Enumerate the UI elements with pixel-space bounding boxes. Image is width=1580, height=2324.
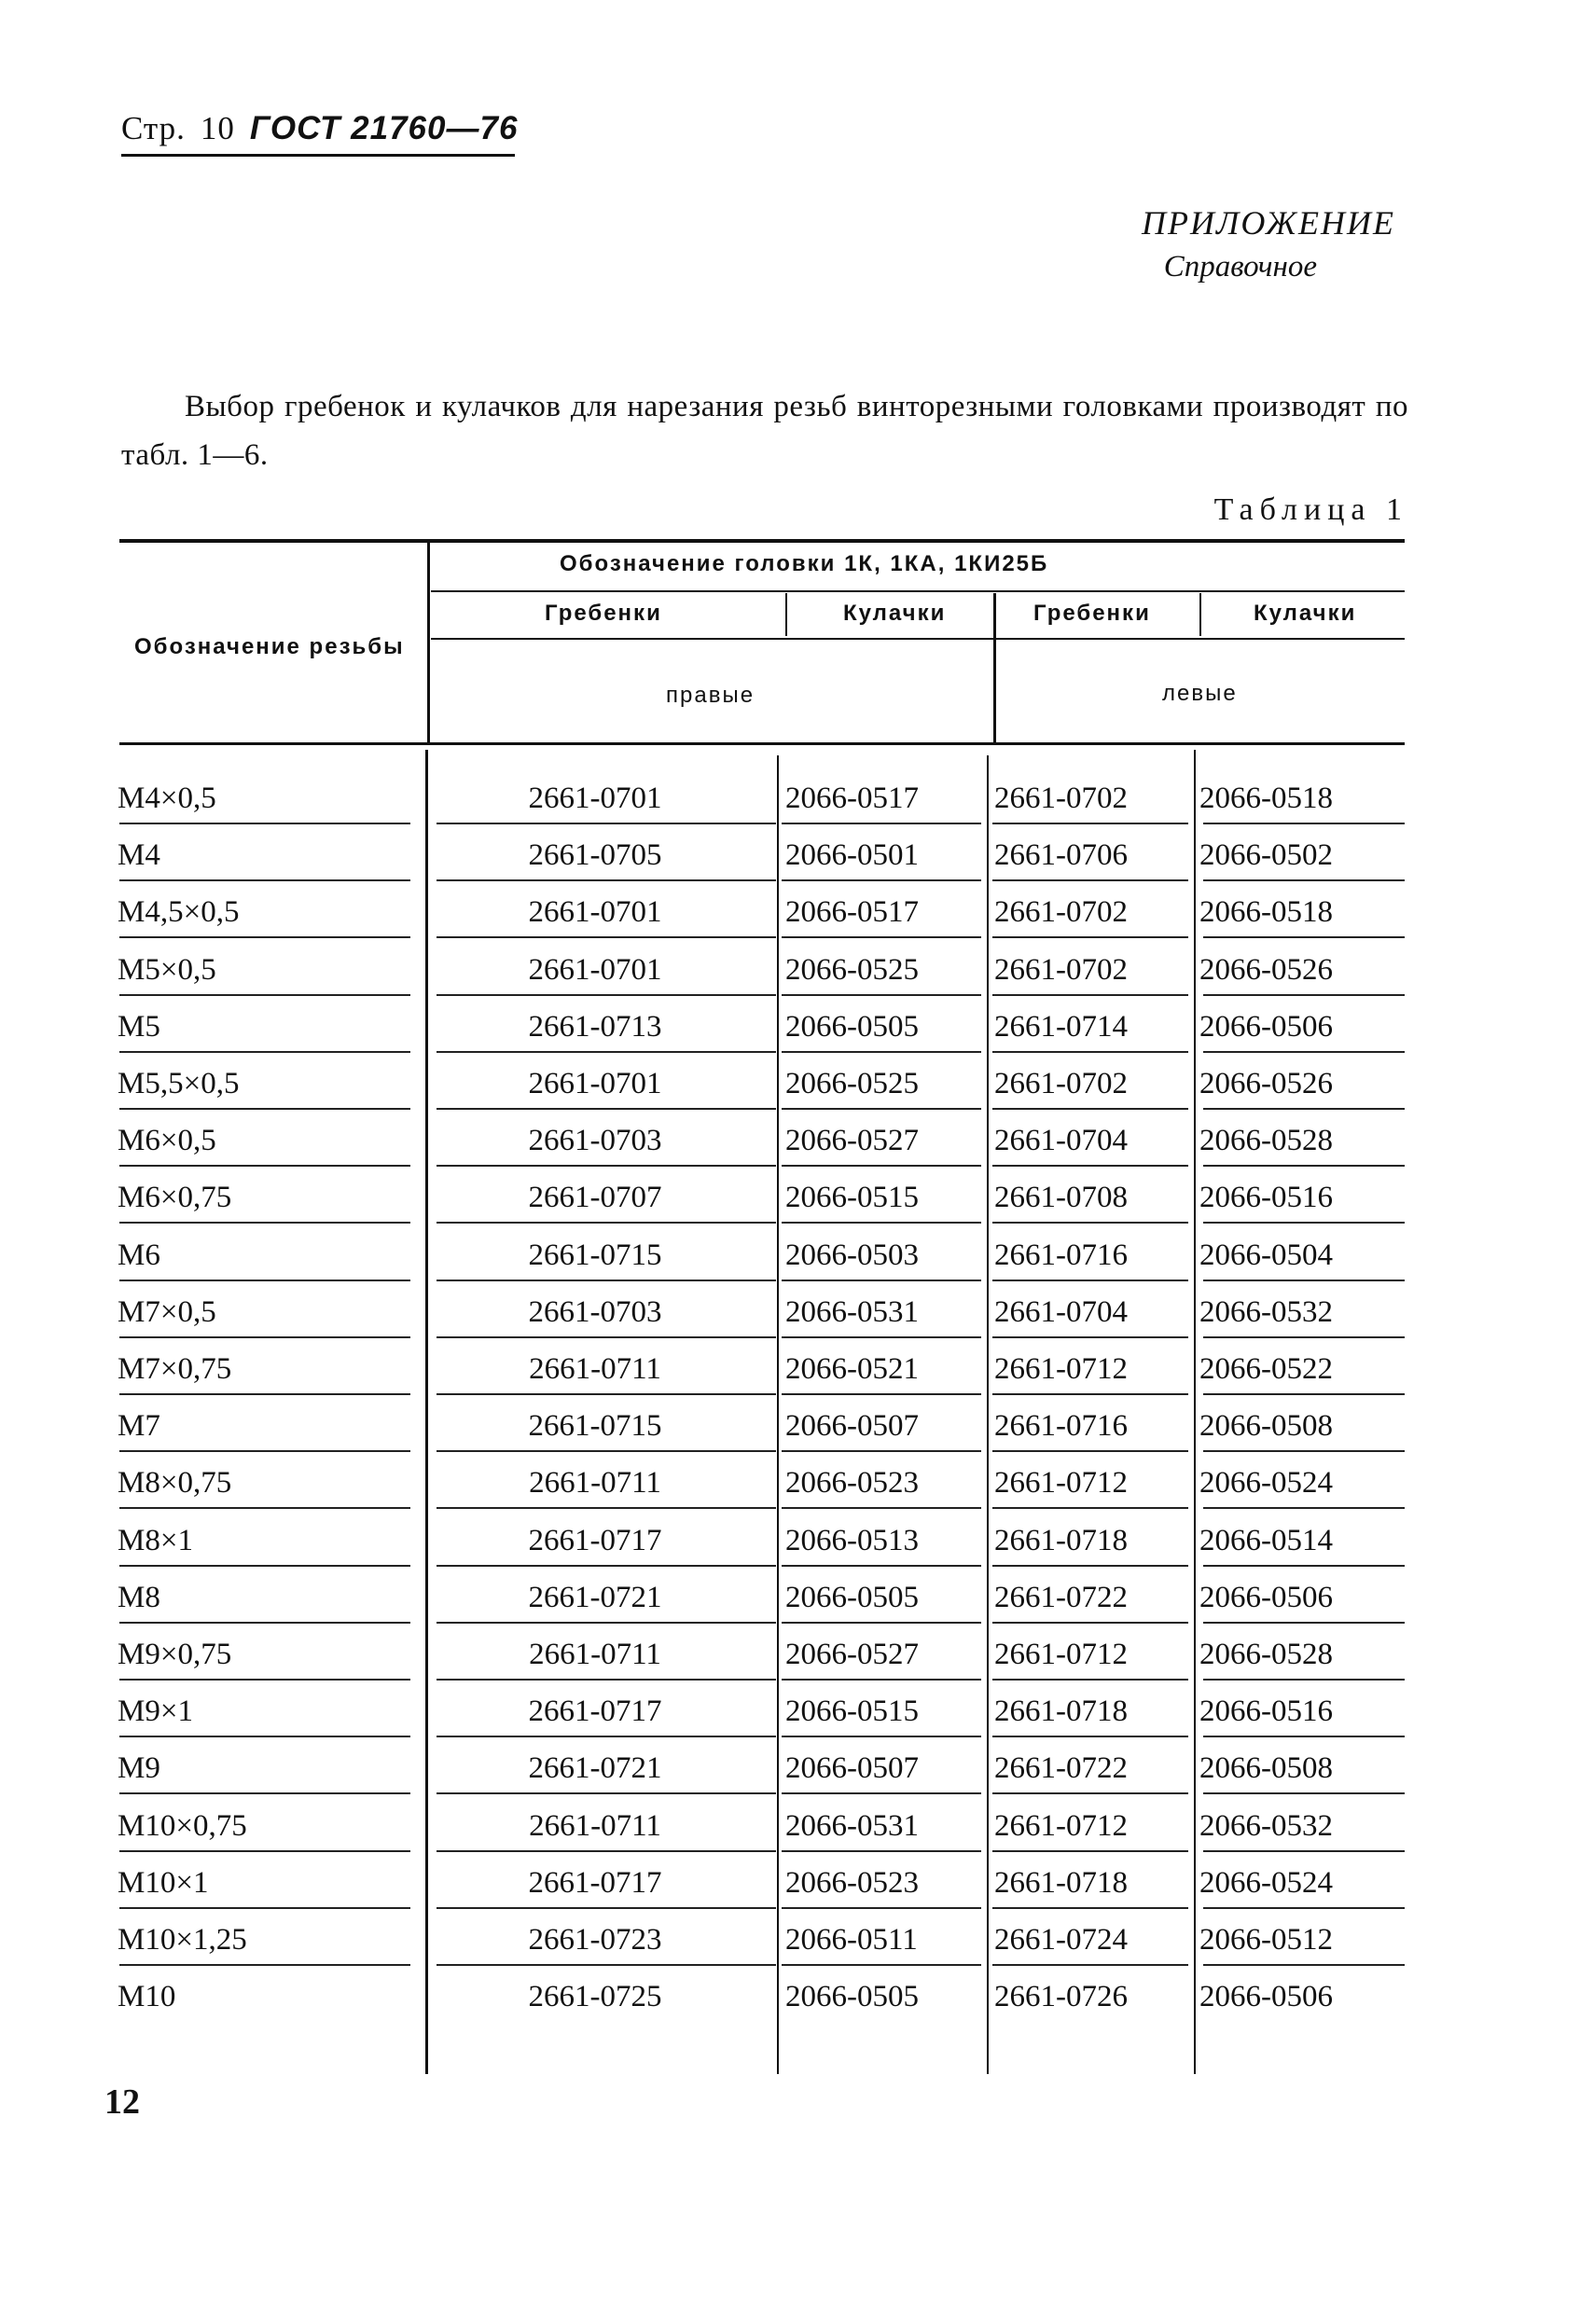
cam-left-cell: 2066-0524 (1199, 1865, 1333, 1900)
cam-left-cell: 2066-0518 (1199, 895, 1333, 930)
comb-right-cell: 2661-0721 (528, 1751, 662, 1786)
table-row (0, 1581, 1580, 1637)
thread-cell: М5×0,5 (118, 952, 216, 987)
thread-cell: М5 (118, 1009, 160, 1044)
cell-underline (1203, 1679, 1405, 1681)
cam-left-cell: 2066-0532 (1199, 1808, 1333, 1843)
subheading-cams-left: Кулачки (1254, 601, 1357, 626)
cell-underline (992, 1051, 1188, 1053)
cell-underline (1203, 1336, 1405, 1338)
cell-underline (782, 879, 981, 881)
cell-underline (782, 1736, 981, 1737)
thread-cell: М4×0,5 (118, 782, 216, 815)
table-row (0, 1751, 1580, 1807)
comb-left-cell: 2661-0718 (994, 1865, 1128, 1900)
header-rule (121, 154, 515, 157)
cell-underline (992, 936, 1188, 938)
cell-underline (437, 1907, 776, 1909)
comb-left-cell: 2661-0704 (994, 1294, 1128, 1329)
cam-right-cell: 2066-0515 (785, 1181, 919, 1215)
cell-underline (1203, 1565, 1405, 1567)
label-left-hand: левые (1162, 681, 1238, 706)
comb-right-cell: 2661-0717 (528, 1695, 662, 1729)
comb-right-cell: 2661-0705 (528, 838, 662, 873)
comb-right-cell: 2661-0701 (528, 952, 662, 987)
cell-underline (782, 1622, 981, 1624)
cell-underline (992, 1679, 1188, 1681)
thread-cell: М9 (118, 1751, 160, 1786)
thread-cell: М9×1 (118, 1695, 193, 1729)
cell-underline (119, 1222, 410, 1224)
cell-underline (437, 1964, 776, 1966)
cam-left-cell: 2066-0528 (1199, 1124, 1333, 1158)
cam-right-cell: 2066-0507 (785, 1751, 919, 1786)
table-row (0, 1124, 1580, 1180)
cell-underline (992, 1393, 1188, 1395)
thread-cell: М9×0,75 (118, 1638, 232, 1671)
header-rule-group (431, 590, 1405, 592)
cell-underline (1203, 1907, 1405, 1909)
cell-underline (119, 1450, 410, 1452)
cell-underline (992, 1565, 1188, 1567)
header-divider-sub2 (1199, 593, 1201, 636)
cell-underline (782, 1222, 981, 1224)
cell-underline (992, 1507, 1188, 1509)
cell-underline (119, 1679, 410, 1681)
thread-cell: М8×0,75 (118, 1466, 232, 1501)
cell-underline (782, 1108, 981, 1110)
thread-cell: М4,5×0,5 (118, 895, 240, 930)
comb-left-cell: 2661-0724 (994, 1923, 1128, 1957)
cell-underline (992, 1622, 1188, 1624)
appendix-subtitle: Справочное (1163, 250, 1317, 284)
cell-underline (992, 1280, 1188, 1281)
cam-left-cell: 2066-0506 (1199, 1580, 1333, 1614)
comb-right-cell: 2661-0717 (528, 1523, 662, 1557)
table-row (0, 1466, 1580, 1522)
cell-underline (1203, 1792, 1405, 1794)
cam-left-cell: 2066-0516 (1199, 1181, 1333, 1215)
comb-right-cell: 2661-0711 (529, 1808, 661, 1843)
cell-underline (992, 1336, 1188, 1338)
comb-right-cell: 2661-0725 (528, 1980, 662, 2014)
cell-underline (119, 1907, 410, 1909)
cam-right-cell: 2066-0531 (785, 1294, 919, 1329)
cell-underline (1203, 936, 1405, 938)
comb-right-cell: 2661-0701 (528, 782, 662, 815)
comb-left-cell: 2661-0714 (994, 1009, 1128, 1044)
table-row (0, 1181, 1580, 1237)
cam-right-cell: 2066-0505 (785, 1009, 919, 1044)
table-row (0, 1238, 1580, 1294)
cam-left-cell: 2066-0528 (1199, 1638, 1333, 1671)
cell-underline (992, 1450, 1188, 1452)
cam-left-cell: 2066-0522 (1199, 1352, 1333, 1386)
table-row (0, 1295, 1580, 1351)
cell-underline (1203, 1280, 1405, 1281)
cell-underline (119, 1507, 410, 1509)
cam-left-cell: 2066-0526 (1199, 1067, 1333, 1100)
comb-left-cell: 2661-0718 (994, 1695, 1128, 1729)
table-row (0, 1010, 1580, 1066)
cam-right-cell: 2066-0523 (785, 1466, 919, 1501)
thread-heading: Обозначение резьбы (134, 634, 405, 659)
table-top-rule (119, 539, 1405, 543)
cell-underline (437, 1679, 776, 1681)
thread-cell: М7×0,5 (118, 1294, 216, 1329)
cam-left-cell: 2066-0532 (1199, 1294, 1333, 1329)
cam-right-cell: 2066-0511 (785, 1923, 918, 1957)
cell-underline (1203, 1964, 1405, 1966)
cell-underline (782, 1280, 981, 1281)
header-divider-sub1 (785, 593, 787, 636)
cell-underline (1203, 1450, 1405, 1452)
cam-left-cell: 2066-0518 (1199, 782, 1333, 815)
cell-underline (119, 879, 410, 881)
cam-right-cell: 2066-0505 (785, 1980, 919, 2014)
thread-cell: М5,5×0,5 (118, 1067, 240, 1100)
table-row (0, 895, 1580, 951)
comb-left-cell: 2661-0726 (994, 1980, 1128, 2014)
comb-right-cell: 2661-0711 (529, 1466, 661, 1501)
table-row (0, 1409, 1580, 1465)
cell-underline (119, 823, 410, 824)
thread-cell: М6×0,5 (118, 1124, 216, 1158)
comb-left-cell: 2661-0712 (994, 1808, 1128, 1843)
cell-underline (437, 1850, 776, 1852)
cell-underline (1203, 1507, 1405, 1509)
cell-underline (119, 1736, 410, 1737)
header-divider-v2 (993, 593, 996, 742)
cell-underline (992, 879, 1188, 881)
cell-underline (782, 823, 981, 824)
cell-underline (782, 1907, 981, 1909)
thread-cell: М8×1 (118, 1523, 193, 1557)
comb-right-cell: 2661-0711 (529, 1638, 661, 1671)
comb-right-cell: 2661-0703 (528, 1294, 662, 1329)
cell-underline (782, 1450, 981, 1452)
cam-right-cell: 2066-0517 (785, 895, 919, 930)
cell-underline (782, 1792, 981, 1794)
cell-underline (437, 994, 776, 996)
cell-underline (119, 1792, 410, 1794)
cell-underline (992, 994, 1188, 996)
table-row (0, 1638, 1580, 1694)
comb-right-cell: 2661-0721 (528, 1580, 662, 1614)
cam-left-cell: 2066-0508 (1199, 1751, 1333, 1786)
cell-underline (782, 1679, 981, 1681)
table-row (0, 1866, 1580, 1922)
cell-underline (437, 936, 776, 938)
thread-cell: М10 (118, 1980, 176, 2014)
thread-cell: М10×0,75 (118, 1808, 247, 1843)
cell-underline (437, 1622, 776, 1624)
table-row (0, 1524, 1580, 1580)
cell-underline (119, 994, 410, 996)
cam-left-cell: 2066-0504 (1199, 1238, 1333, 1272)
cell-underline (992, 1907, 1188, 1909)
comb-right-cell: 2661-0715 (528, 1409, 662, 1444)
cell-underline (437, 1165, 776, 1167)
cell-underline (782, 994, 981, 996)
cam-right-cell: 2066-0523 (785, 1865, 919, 1900)
cell-underline (782, 1165, 981, 1167)
cell-underline (119, 936, 410, 938)
cam-right-cell: 2066-0525 (785, 1067, 919, 1100)
comb-left-cell: 2661-0702 (994, 782, 1128, 815)
header-rule-sub (431, 638, 1405, 640)
table-title: Таблица 1 (1213, 492, 1408, 527)
table-row (0, 1352, 1580, 1408)
table-row (0, 1695, 1580, 1750)
cell-underline (119, 1336, 410, 1338)
comb-right-cell: 2661-0711 (529, 1352, 661, 1386)
cell-underline (119, 1964, 410, 1966)
running-header (121, 110, 518, 147)
thread-cell: М6×0,75 (118, 1181, 232, 1215)
cell-underline (782, 1336, 981, 1338)
comb-right-cell: 2661-0703 (528, 1124, 662, 1158)
thread-cell: М10×1 (118, 1865, 209, 1900)
cam-left-cell: 2066-0512 (1199, 1923, 1333, 1957)
cam-right-cell: 2066-0531 (785, 1808, 919, 1843)
cell-underline (119, 1051, 410, 1053)
cell-underline (119, 1165, 410, 1167)
cell-underline (119, 1850, 410, 1852)
cell-underline (782, 1850, 981, 1852)
cell-underline (782, 1565, 981, 1567)
cam-right-cell: 2066-0517 (785, 782, 919, 815)
header-divider-v1 (427, 539, 430, 742)
cell-underline (437, 823, 776, 824)
table-row (0, 1809, 1580, 1865)
cam-left-cell: 2066-0526 (1199, 952, 1333, 987)
cam-right-cell: 2066-0513 (785, 1523, 919, 1557)
cell-underline (1203, 1393, 1405, 1395)
comb-left-cell: 2661-0716 (994, 1238, 1128, 1272)
cam-right-cell: 2066-0527 (785, 1124, 919, 1158)
cam-right-cell: 2066-0503 (785, 1238, 919, 1272)
cam-right-cell: 2066-0527 (785, 1638, 919, 1671)
table-row (0, 953, 1580, 1009)
cam-right-cell: 2066-0525 (785, 952, 919, 987)
comb-right-cell: 2661-0717 (528, 1865, 662, 1900)
cell-underline (437, 1108, 776, 1110)
cam-left-cell: 2066-0506 (1199, 1980, 1333, 2014)
cell-underline (1203, 1108, 1405, 1110)
cell-underline (119, 1622, 410, 1624)
comb-right-cell: 2661-0723 (528, 1923, 662, 1957)
cell-underline (437, 1336, 776, 1338)
cell-underline (119, 1280, 410, 1281)
thread-cell: М10×1,25 (118, 1923, 247, 1957)
comb-left-cell: 2661-0716 (994, 1409, 1128, 1444)
cell-underline (992, 1108, 1188, 1110)
page-label: Стр. (121, 110, 186, 146)
cell-underline (1203, 1051, 1405, 1053)
cam-right-cell: 2066-0521 (785, 1352, 919, 1386)
comb-left-cell: 2661-0712 (994, 1352, 1128, 1386)
cam-right-cell: 2066-0505 (785, 1580, 919, 1614)
cell-underline (992, 1850, 1188, 1852)
group-heading: Обозначение головки 1К, 1КА, 1КИ25Б (560, 551, 1049, 576)
cell-underline (437, 1565, 776, 1567)
cell-underline (1203, 1622, 1405, 1624)
table-row (0, 1980, 1580, 2036)
cam-left-cell: 2066-0524 (1199, 1466, 1333, 1501)
intro-paragraph: Выбор гребенок и кулачков для нарезания резьб винторезными головками производят по табл. 1—6. (121, 390, 1408, 472)
thread-cell: М6 (118, 1238, 160, 1272)
cell-underline (1203, 1850, 1405, 1852)
cell-underline (437, 1280, 776, 1281)
comb-right-cell: 2661-0701 (528, 1067, 662, 1100)
comb-right-cell: 2661-0701 (528, 895, 662, 930)
header-page-number: 10 (200, 110, 235, 146)
comb-left-cell: 2661-0722 (994, 1751, 1128, 1786)
cell-underline (992, 1792, 1188, 1794)
cell-underline (782, 1964, 981, 1966)
cell-underline (782, 1393, 981, 1395)
page-number: 12 (104, 2082, 140, 2122)
cell-underline (119, 1565, 410, 1567)
cell-underline (992, 1964, 1188, 1966)
cam-left-cell: 2066-0514 (1199, 1523, 1333, 1557)
subheading-combs-left: Гребенки (1033, 601, 1151, 626)
cell-underline (437, 1051, 776, 1053)
comb-left-cell: 2661-0702 (994, 895, 1128, 930)
table-row (0, 1067, 1580, 1123)
cam-right-cell: 2066-0501 (785, 838, 919, 873)
comb-left-cell: 2661-0704 (994, 1124, 1128, 1158)
comb-left-cell: 2661-0712 (994, 1638, 1128, 1671)
cell-underline (992, 823, 1188, 824)
cell-underline (992, 1222, 1188, 1224)
cell-underline (437, 1393, 776, 1395)
comb-left-cell: 2661-0708 (994, 1181, 1128, 1215)
cell-underline (437, 1792, 776, 1794)
comb-left-cell: 2661-0702 (994, 1067, 1128, 1100)
cam-left-cell: 2066-0508 (1199, 1409, 1333, 1444)
comb-left-cell: 2661-0702 (994, 952, 1128, 987)
cell-underline (782, 936, 981, 938)
table-row (0, 838, 1580, 894)
cell-underline (437, 1507, 776, 1509)
cell-underline (1203, 1736, 1405, 1737)
cell-underline (119, 1108, 410, 1110)
appendix-title: ПРИЛОЖЕНИЕ (1142, 204, 1395, 242)
comb-left-cell: 2661-0722 (994, 1580, 1128, 1614)
comb-left-cell: 2661-0706 (994, 838, 1128, 873)
thread-cell: М8 (118, 1580, 160, 1614)
cell-underline (437, 1450, 776, 1452)
cell-underline (782, 1051, 981, 1053)
cell-underline (437, 879, 776, 881)
cam-right-cell: 2066-0507 (785, 1409, 919, 1444)
table-header-bottom-rule (119, 742, 1405, 745)
cam-left-cell: 2066-0502 (1199, 838, 1333, 873)
cell-underline (1203, 823, 1405, 824)
cell-underline (782, 1507, 981, 1509)
cell-underline (437, 1736, 776, 1737)
thread-cell: М4 (118, 838, 160, 873)
comb-left-cell: 2661-0718 (994, 1523, 1128, 1557)
subheading-cams-right: Кулачки (843, 601, 947, 626)
cell-underline (992, 1165, 1188, 1167)
cell-underline (1203, 994, 1405, 996)
cam-left-cell: 2066-0516 (1199, 1695, 1333, 1729)
cell-underline (119, 1393, 410, 1395)
standard-designation: ГОСТ 21760—76 (249, 110, 519, 146)
table-row (0, 1923, 1580, 1979)
cell-underline (1203, 1165, 1405, 1167)
label-right-hand: правые (666, 683, 755, 708)
cam-left-cell: 2066-0506 (1199, 1009, 1333, 1044)
comb-left-cell: 2661-0712 (994, 1466, 1128, 1501)
cell-underline (437, 1222, 776, 1224)
table-row (0, 782, 1580, 837)
cam-right-cell: 2066-0515 (785, 1695, 919, 1729)
thread-cell: М7×0,75 (118, 1352, 232, 1386)
cell-underline (1203, 879, 1405, 881)
comb-right-cell: 2661-0713 (528, 1009, 662, 1044)
subheading-combs-right: Гребенки (545, 601, 662, 626)
cell-underline (1203, 1222, 1405, 1224)
thread-cell: М7 (118, 1409, 160, 1444)
cell-underline (992, 1736, 1188, 1737)
comb-right-cell: 2661-0715 (528, 1238, 662, 1272)
comb-right-cell: 2661-0707 (528, 1181, 662, 1215)
